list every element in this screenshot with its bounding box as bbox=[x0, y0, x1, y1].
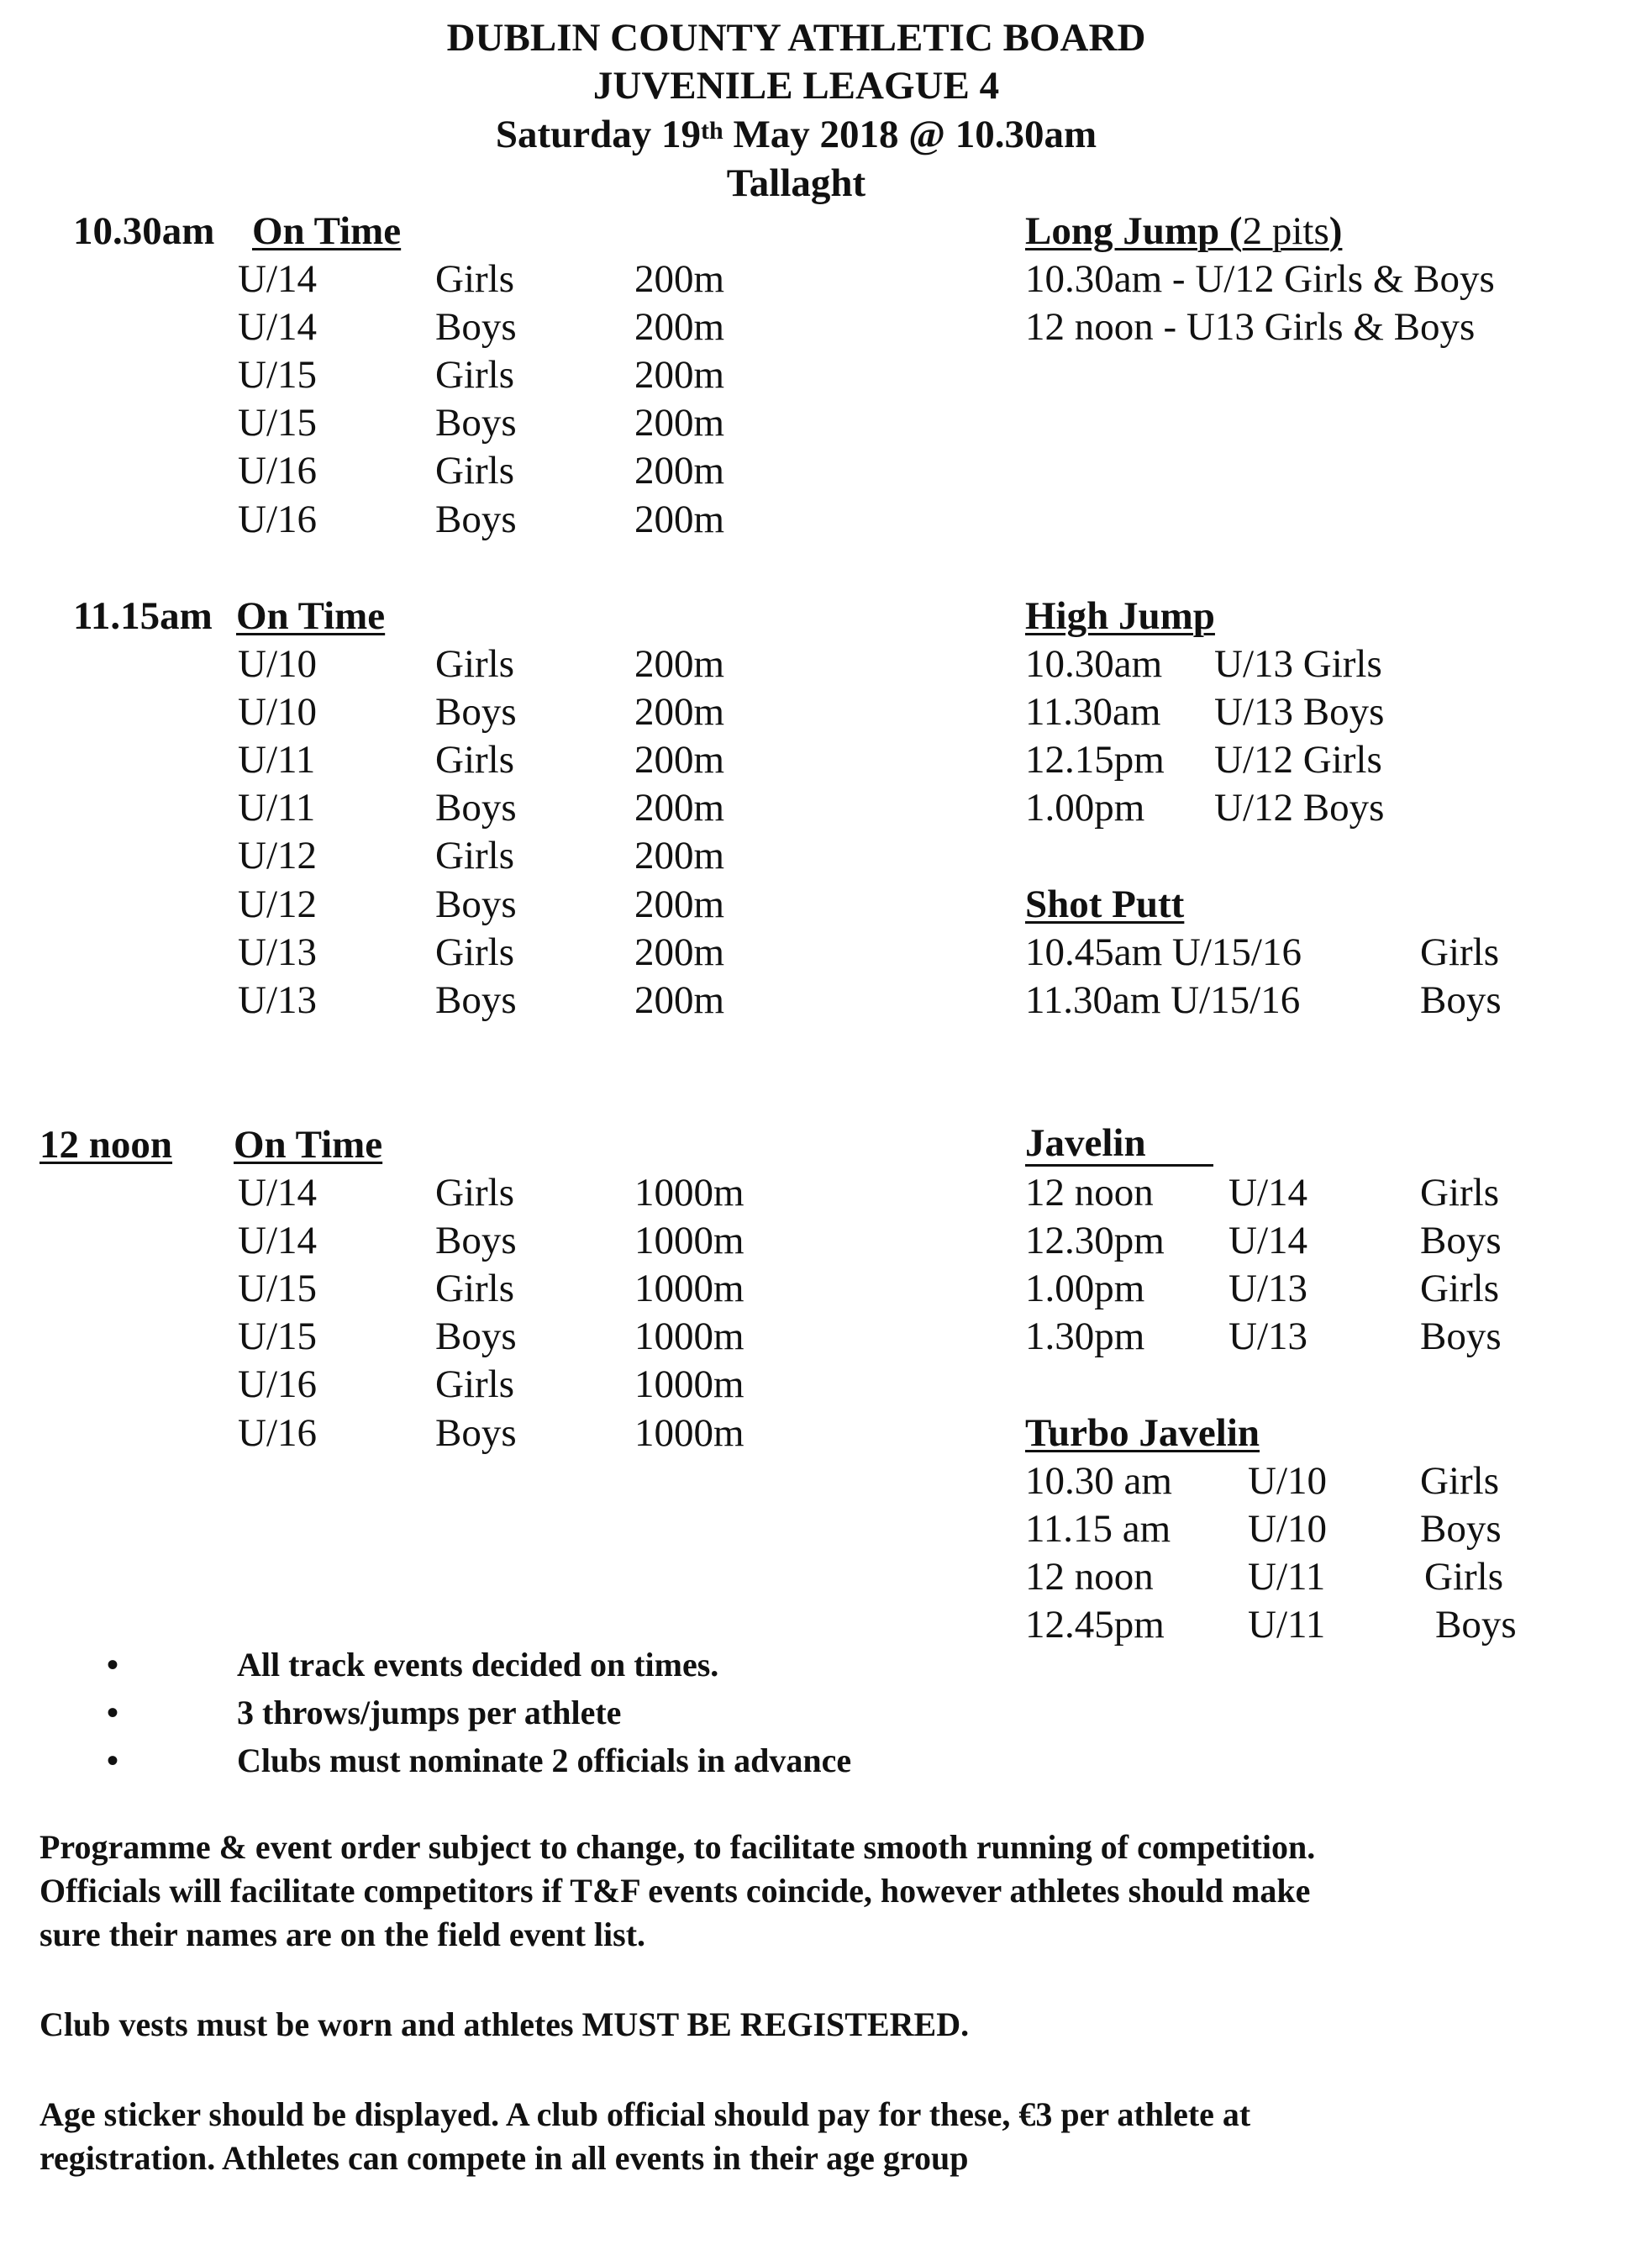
high-jump-time: 11.30am bbox=[1025, 690, 1161, 734]
track-distance: 1000m bbox=[634, 1411, 744, 1455]
document-title: DUBLIN COUNTY ATHLETIC BOARD bbox=[446, 16, 1146, 60]
track-age: U/16 bbox=[238, 1411, 317, 1455]
turbo-javelin-title: Turbo Javelin bbox=[1025, 1411, 1260, 1455]
track-age: U/15 bbox=[238, 1267, 317, 1310]
track-gender: Boys bbox=[435, 401, 517, 445]
long-jump-title-b: 2 pits bbox=[1242, 209, 1329, 253]
javelin-time: 12.30pm bbox=[1025, 1219, 1165, 1262]
turbo-javelin-time: 11.15 am bbox=[1025, 1507, 1171, 1551]
track-block3-label: On Time bbox=[234, 1123, 383, 1167]
track-distance: 1000m bbox=[634, 1362, 744, 1406]
javelin-age: U/13 bbox=[1228, 1267, 1307, 1310]
javelin-title: Javelin bbox=[1025, 1122, 1213, 1167]
bullet-icon: • bbox=[107, 1646, 119, 1684]
track-age: U/10 bbox=[238, 642, 317, 686]
high-jump-time: 10.30am bbox=[1025, 642, 1163, 686]
track-distance: 200m bbox=[634, 834, 725, 877]
track-age: U/14 bbox=[238, 1171, 317, 1215]
shot-putt-gender: Boys bbox=[1420, 978, 1502, 1022]
track-distance: 200m bbox=[634, 642, 725, 686]
track-gender: Boys bbox=[435, 1411, 517, 1455]
track-gender: Girls bbox=[435, 257, 514, 301]
track-gender: Girls bbox=[435, 738, 514, 782]
date-suffix: th bbox=[701, 117, 723, 145]
turbo-javelin-gender: Boys bbox=[1420, 1507, 1502, 1551]
track-age: U/14 bbox=[238, 257, 317, 301]
track-age: U/14 bbox=[238, 305, 317, 349]
track-gender: Girls bbox=[435, 642, 514, 686]
track-distance: 200m bbox=[634, 930, 725, 974]
javelin-age: U/13 bbox=[1228, 1315, 1307, 1358]
track-gender: Boys bbox=[435, 690, 517, 734]
track-age: U/13 bbox=[238, 930, 317, 974]
high-jump-title: High Jump bbox=[1025, 594, 1215, 638]
event-date bbox=[0, 111, 1592, 158]
turbo-javelin-time: 12.45pm bbox=[1025, 1603, 1165, 1647]
note-line: registration. Athletes can compete in all events in their age group bbox=[39, 2139, 969, 2177]
track-age: U/15 bbox=[238, 1315, 317, 1358]
high-jump-group: U/12 Girls bbox=[1214, 738, 1382, 782]
bullet-icon: • bbox=[107, 1694, 119, 1731]
track-age: U/13 bbox=[238, 978, 317, 1022]
track-age: U/14 bbox=[238, 1219, 317, 1262]
turbo-javelin-age: U/11 bbox=[1248, 1603, 1326, 1647]
track-age: U/16 bbox=[238, 498, 317, 541]
track-age: U/12 bbox=[238, 883, 317, 926]
track-distance: 200m bbox=[634, 883, 725, 926]
turbo-javelin-time: 12 noon bbox=[1025, 1555, 1154, 1599]
note-registration: Club vests must be worn and athletes MUST BE REGISTERED. bbox=[39, 2005, 970, 2043]
shot-putt-title: Shot Putt bbox=[1025, 883, 1185, 926]
note-line: Programme & event order subject to change, to facilitate smooth running of competition. bbox=[39, 1828, 1316, 1866]
track-gender: Boys bbox=[435, 786, 517, 830]
shot-putt-time: 11.30am U/15/16 bbox=[1025, 978, 1301, 1022]
track-distance: 200m bbox=[634, 401, 725, 445]
date-prefix: Saturday 19 bbox=[495, 113, 701, 156]
high-jump-group: U/13 Boys bbox=[1214, 690, 1385, 734]
turbo-javelin-gender: Girls bbox=[1420, 1459, 1499, 1503]
turbo-javelin-age: U/10 bbox=[1248, 1459, 1327, 1503]
track-gender: Boys bbox=[435, 1219, 517, 1262]
note-line: Officials will facilitate competitors if T&F events coincide, however athletes should make bbox=[39, 1872, 1311, 1910]
javelin-gender: Girls bbox=[1420, 1171, 1499, 1215]
high-jump-group: U/13 Girls bbox=[1214, 642, 1382, 686]
javelin-age: U/14 bbox=[1228, 1171, 1307, 1215]
note-line: sure their names are on the field event list. bbox=[39, 1915, 646, 1953]
bullet-item: All track events decided on times. bbox=[237, 1646, 719, 1684]
track-gender: Girls bbox=[435, 834, 514, 877]
javelin-time: 12 noon bbox=[1025, 1171, 1154, 1215]
track-distance: 200m bbox=[634, 786, 725, 830]
javelin-age: U/14 bbox=[1228, 1219, 1307, 1262]
track-age: U/11 bbox=[238, 738, 316, 782]
track-age: U/16 bbox=[238, 1362, 317, 1406]
venue: Tallaght bbox=[726, 161, 866, 205]
shot-putt-gender: Girls bbox=[1420, 930, 1499, 974]
high-jump-group: U/12 Boys bbox=[1214, 786, 1385, 830]
long-jump-line: 10.30am - U/12 Girls & Boys bbox=[1025, 257, 1495, 301]
date-rest: May 2018 @ 10.30am bbox=[723, 113, 1097, 156]
javelin-gender: Boys bbox=[1420, 1219, 1502, 1262]
track-gender: Boys bbox=[435, 883, 517, 926]
turbo-javelin-age: U/10 bbox=[1248, 1507, 1327, 1551]
track-gender: Girls bbox=[435, 1362, 514, 1406]
track-gender: Girls bbox=[435, 449, 514, 493]
high-jump-time: 12.15pm bbox=[1025, 738, 1165, 782]
bullet-item: 3 throws/jumps per athlete bbox=[237, 1694, 622, 1731]
track-age: U/16 bbox=[238, 449, 317, 493]
high-jump-time: 1.00pm bbox=[1025, 786, 1145, 830]
track-gender: Boys bbox=[435, 978, 517, 1022]
turbo-javelin-age: U/11 bbox=[1248, 1555, 1326, 1599]
javelin-gender: Girls bbox=[1420, 1267, 1499, 1310]
track-distance: 200m bbox=[634, 738, 725, 782]
javelin-time: 1.30pm bbox=[1025, 1315, 1145, 1358]
track-gender: Girls bbox=[435, 930, 514, 974]
track-block2-label: On Time bbox=[236, 594, 386, 638]
track-distance: 200m bbox=[634, 257, 725, 301]
track-gender: Girls bbox=[435, 353, 514, 397]
league-title: JUVENILE LEAGUE 4 bbox=[592, 64, 1000, 108]
track-distance: 200m bbox=[634, 305, 725, 349]
track-distance: 1000m bbox=[634, 1267, 744, 1310]
shot-putt-time: 10.45am U/15/16 bbox=[1025, 930, 1302, 974]
note-line: Age sticker should be displayed. A club official should pay for these, €3 per athlete at bbox=[39, 2095, 1251, 2133]
turbo-javelin-time: 10.30 am bbox=[1025, 1459, 1172, 1503]
long-jump-line: 12 noon - U13 Girls & Boys bbox=[1025, 305, 1476, 349]
long-jump-title-a: Long Jump ( bbox=[1025, 209, 1243, 253]
track-block3-time: 12 noon bbox=[39, 1123, 173, 1167]
javelin-gender: Boys bbox=[1420, 1315, 1502, 1358]
track-distance: 200m bbox=[634, 449, 725, 493]
track-age: U/15 bbox=[238, 401, 317, 445]
track-block1-label: On Time bbox=[252, 209, 402, 253]
track-gender: Boys bbox=[435, 305, 517, 349]
track-age: U/10 bbox=[238, 690, 317, 734]
bullet-icon: • bbox=[107, 1742, 119, 1779]
track-distance: 1000m bbox=[634, 1171, 744, 1215]
turbo-javelin-gender: Girls bbox=[1424, 1555, 1503, 1599]
bullet-item: Clubs must nominate 2 officials in advance bbox=[237, 1742, 852, 1779]
track-gender: Girls bbox=[435, 1171, 514, 1215]
track-block2-time: 11.15am bbox=[73, 594, 213, 638]
track-distance: 1000m bbox=[634, 1219, 744, 1262]
long-jump-title-c: ) bbox=[1328, 209, 1343, 253]
track-gender: Boys bbox=[435, 498, 517, 541]
track-age: U/15 bbox=[238, 353, 317, 397]
turbo-javelin-gender: Boys bbox=[1435, 1603, 1517, 1647]
track-age: U/12 bbox=[238, 834, 317, 877]
track-gender: Boys bbox=[435, 1315, 517, 1358]
track-gender: Girls bbox=[435, 1267, 514, 1310]
track-distance: 200m bbox=[634, 353, 725, 397]
track-distance: 1000m bbox=[634, 1315, 744, 1358]
track-age: U/11 bbox=[238, 786, 316, 830]
track-distance: 200m bbox=[634, 690, 725, 734]
track-distance: 200m bbox=[634, 978, 725, 1022]
javelin-time: 1.00pm bbox=[1025, 1267, 1145, 1310]
long-jump-title bbox=[1025, 208, 1342, 254]
track-block1-time: 10.30am bbox=[73, 209, 215, 253]
track-distance: 200m bbox=[634, 498, 725, 541]
